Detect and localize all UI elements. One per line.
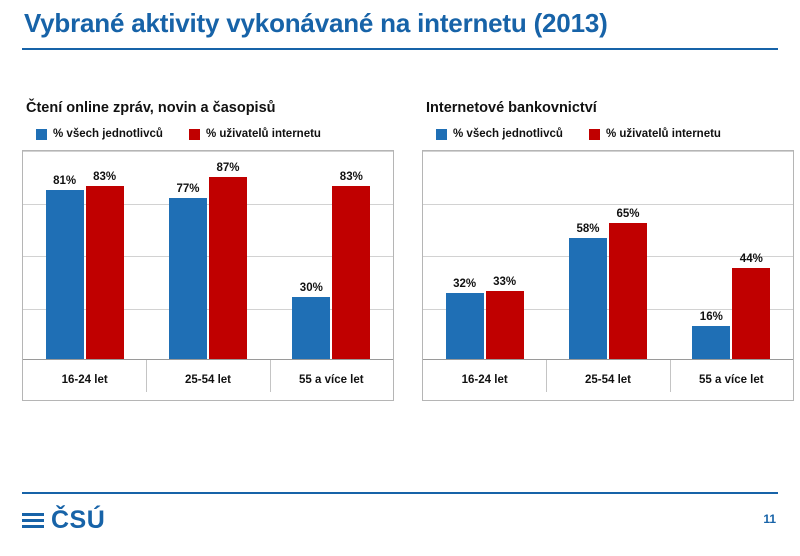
bar-item[interactable] xyxy=(209,151,247,360)
category-label xyxy=(146,360,269,400)
legend-item-series1 xyxy=(436,128,563,140)
bar[interactable] xyxy=(446,293,484,360)
category-label-text: 16-24 let xyxy=(61,374,108,386)
legend-swatch-series1 xyxy=(436,129,447,140)
legend-label-series1: % všech jednotlivců xyxy=(53,128,163,140)
bar-item[interactable] xyxy=(486,151,524,360)
bar-value-label: 32% xyxy=(453,278,477,290)
bar-group xyxy=(546,151,669,360)
category-label-text: 55 a více let xyxy=(299,374,364,386)
bar-item[interactable] xyxy=(609,151,647,360)
category-axis-right xyxy=(423,360,793,400)
legend-item-series2 xyxy=(189,128,321,140)
bar[interactable] xyxy=(209,177,247,360)
category-separator xyxy=(270,360,271,392)
title-divider xyxy=(22,48,778,50)
bar[interactable] xyxy=(692,326,730,360)
bar-item[interactable] xyxy=(332,151,370,360)
bar[interactable] xyxy=(486,291,524,360)
logo-text: ČSÚ xyxy=(51,506,106,534)
bar-value-label: 87% xyxy=(216,162,240,174)
legend-label-series2: % uživatelů internetu xyxy=(205,128,321,140)
bar-groups-right xyxy=(423,151,793,360)
bar[interactable] xyxy=(292,297,330,360)
category-label xyxy=(423,360,546,400)
chart-legend-left xyxy=(36,128,394,140)
plot-area-left xyxy=(22,150,394,401)
bar[interactable] xyxy=(609,223,647,360)
bar-value-label: 44% xyxy=(739,253,763,265)
legend-swatch-series2 xyxy=(189,129,200,140)
category-label-text: 25-54 let xyxy=(584,374,631,386)
chart-panel-left xyxy=(22,100,394,440)
legend-label-series2: % uživatelů internetu xyxy=(605,128,721,140)
bar-group xyxy=(146,151,269,360)
page-title: Vybrané aktivity vykonávané na internetu (2013) xyxy=(24,8,608,38)
bar[interactable] xyxy=(86,186,124,360)
category-axis-left xyxy=(23,360,393,400)
category-label-text: 16-24 let xyxy=(461,374,508,386)
bar-groups-left xyxy=(23,151,393,360)
bar-item[interactable] xyxy=(86,151,124,360)
bar-item[interactable] xyxy=(569,151,607,360)
bar-group xyxy=(23,151,146,360)
category-label xyxy=(270,360,393,400)
bar-value-label: 30% xyxy=(299,282,323,294)
bar-group xyxy=(670,151,793,360)
bar-value-label: 65% xyxy=(616,208,640,220)
chart-title-right: Internetové bankovnictví xyxy=(426,100,597,116)
category-label xyxy=(670,360,793,400)
legend-swatch-series1 xyxy=(36,129,47,140)
bar-value-label: 83% xyxy=(339,171,363,183)
logo-bars-icon xyxy=(22,513,44,528)
category-separator xyxy=(670,360,671,392)
bar-value-label: 58% xyxy=(576,223,600,235)
bar-value-label: 16% xyxy=(699,311,723,323)
legend-label-series1: % všech jednotlivců xyxy=(453,128,563,140)
legend-swatch-series2 xyxy=(589,129,600,140)
category-label-text: 55 a více let xyxy=(699,374,764,386)
csu-logo xyxy=(22,508,105,533)
bar-item[interactable] xyxy=(169,151,207,360)
category-label xyxy=(546,360,669,400)
bar[interactable] xyxy=(732,268,770,360)
bar[interactable] xyxy=(169,198,207,360)
category-label xyxy=(23,360,146,400)
bar[interactable] xyxy=(46,190,84,360)
bar-group xyxy=(423,151,546,360)
footer-divider xyxy=(22,492,778,494)
bar[interactable] xyxy=(569,238,607,360)
legend-item-series2 xyxy=(589,128,721,140)
bar-value-label: 81% xyxy=(53,175,77,187)
bar-value-label: 77% xyxy=(176,183,200,195)
bar-group xyxy=(270,151,393,360)
category-label-text: 25-54 let xyxy=(184,374,231,386)
page-number: 11 xyxy=(763,512,776,526)
category-separator xyxy=(546,360,547,392)
bar-item[interactable] xyxy=(732,151,770,360)
bar[interactable] xyxy=(332,186,370,360)
chart-title-left: Čtení online zpráv, novin a časopisů xyxy=(26,100,276,116)
category-separator xyxy=(146,360,147,392)
chart-panel-right xyxy=(422,100,794,440)
chart-legend-right xyxy=(436,128,794,140)
bar-item[interactable] xyxy=(446,151,484,360)
plot-area-right xyxy=(422,150,794,401)
bar-value-label: 33% xyxy=(493,276,517,288)
legend-item-series1 xyxy=(36,128,163,140)
bar-value-label: 83% xyxy=(93,171,117,183)
